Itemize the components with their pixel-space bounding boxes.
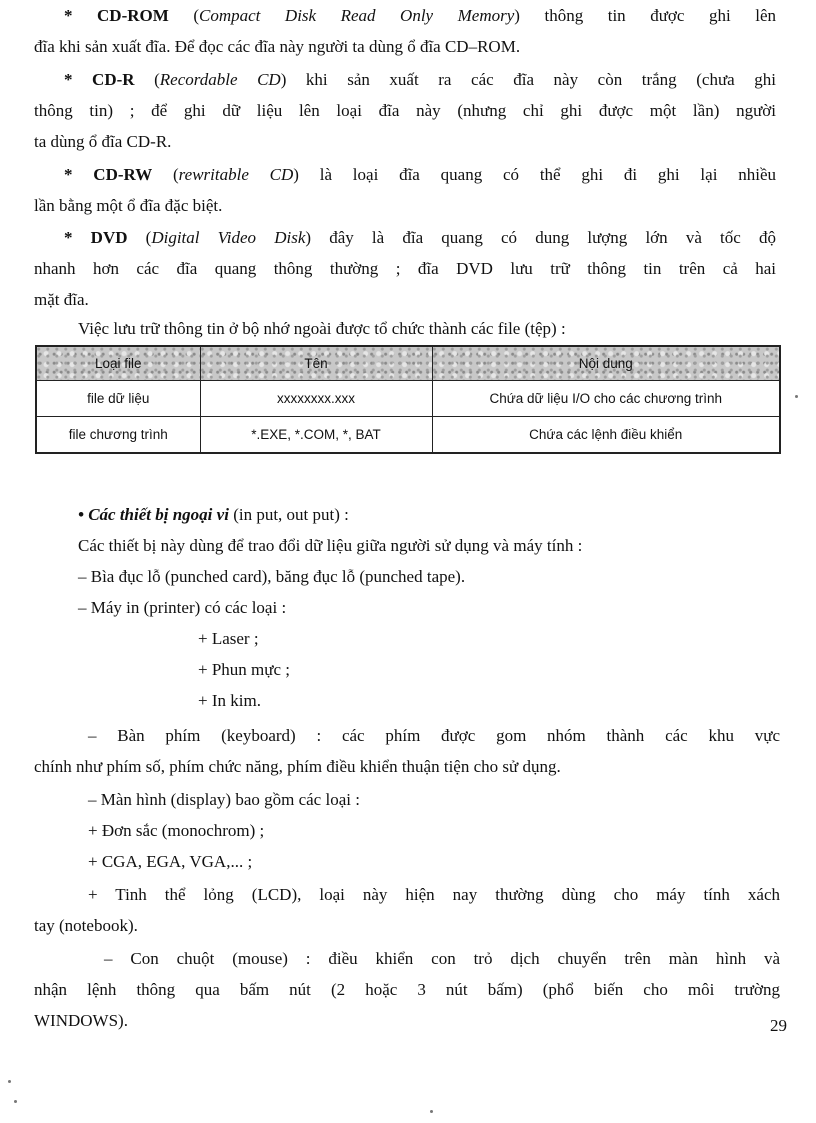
page-number: 29 xyxy=(770,1016,787,1035)
dvd-line-1: * DVD (Digital Video Disk) đây là đĩa quang có dung lượng lớn và tốc độ xyxy=(64,228,776,247)
display-lcd-line-1: + Tinh thể lỏng (LCD), loại này hiện nay thường dùng cho máy tính xách xyxy=(88,885,780,904)
punched-card-line: – Bìa đục lỗ (punched card), băng đục lỗ (punched tape). xyxy=(78,567,466,586)
dvd-term: * DVD xyxy=(64,228,128,247)
table-row xyxy=(36,417,780,454)
cdr-expansion: Recordable CD xyxy=(159,70,281,89)
cdrom-expansion: Compact Disk Read Only Memory xyxy=(199,6,515,25)
scan-speck xyxy=(14,1100,17,1103)
header-name: Tên xyxy=(200,346,432,381)
table-header-row xyxy=(36,346,780,381)
printer-type-inkjet: + Phun mực ; xyxy=(198,660,290,679)
cdrom-line-2: đĩa khi sản xuất đĩa. Để đọc các đĩa này người ta dùng ổ đĩa CD–ROM. xyxy=(34,37,521,56)
storage-intro: Việc lưu trữ thông tin ở bộ nhớ ngoài được tổ chức thành các file (tệp) : xyxy=(78,319,566,338)
dvd-expansion: Digital Video Disk xyxy=(151,228,306,247)
peripherals-heading-rest: (in put, out put) : xyxy=(228,505,349,524)
dvd-line-1-rest: ) đây là đĩa quang có dung lượng lớn và tốc độ xyxy=(305,228,776,247)
peripherals-heading-term: • Các thiết bị ngoại vi xyxy=(78,505,229,524)
cdrom-line-1: * CD-ROM (Compact Disk Read Only Memory) thông tin được ghi lên xyxy=(64,6,776,25)
peripherals-heading xyxy=(78,499,778,530)
cdr-line-3: ta dùng ổ đĩa CD-R. xyxy=(34,132,172,151)
display-line: – Màn hình (display) bao gồm các loại : xyxy=(88,790,360,809)
cdrw-line-2: lần bằng một ổ đĩa đặc biệt. xyxy=(34,196,223,215)
cdrom-line-1-rest: ) thông tin được ghi lên xyxy=(514,6,776,25)
peripherals-intro: Các thiết bị này dùng để trao đổi dữ liệu giữa người sử dụng và máy tính : xyxy=(78,536,583,555)
cdrw-term: * CD-RW xyxy=(64,165,153,184)
cell-content: Chứa các lệnh điều khiển xyxy=(432,417,780,454)
cdr-line-2: thông tin) ; để ghi dữ liệu lên loại đĩa này (nhưng chỉ ghi được một lần) người xyxy=(34,101,776,120)
cell-name: *.EXE, *.COM, *, BAT xyxy=(200,417,432,454)
display-lcd-line-2: tay (notebook). xyxy=(34,916,138,935)
cdr-term: * CD-R xyxy=(64,70,135,89)
mouse-line-1: – Con chuột (mouse) : điều khiển con trỏ dịch chuyển trên màn hình và xyxy=(104,949,780,968)
cdr-line-1-rest: ) khi sản xuất ra các đĩa này còn trắng (chưa ghi xyxy=(280,70,776,89)
cell-file-type: file dữ liệu xyxy=(36,381,200,417)
header-file-type: Loại file xyxy=(36,346,200,381)
cell-content: Chứa dữ liệu I/O cho các chương trình xyxy=(432,381,780,417)
scan-speck xyxy=(430,1110,433,1113)
cell-name: xxxxxxxx.xxx xyxy=(200,381,432,417)
mouse-line-2: nhận lệnh thông qua bấm nút (2 hoặc 3 nút bấm) (phổ biến cho môi trường xyxy=(34,980,780,999)
mouse-line-3: WINDOWS). xyxy=(34,1011,128,1030)
printer-type-dot-matrix: + In kim. xyxy=(198,691,261,710)
cdrw-line-1: * CD-RW (rewritable CD) là loại đĩa quang có thể ghi đi ghi lại nhiều xyxy=(64,165,776,184)
header-content: Nội dung xyxy=(432,346,780,381)
cell-file-type: file chương trình xyxy=(36,417,200,454)
cdrom-term: * CD-ROM xyxy=(64,6,169,25)
display-cga: + CGA, EGA, VGA,... ; xyxy=(88,852,253,871)
cdrw-line-1-rest: ) là loại đĩa quang có thể ghi đi ghi lại nhiều xyxy=(293,165,776,184)
display-monochrome: + Đơn sắc (monochrom) ; xyxy=(88,821,265,840)
printer-type-laser: + Laser ; xyxy=(198,629,259,648)
scan-speck xyxy=(8,1080,11,1083)
file-table xyxy=(35,345,781,454)
cdrw-expansion: rewritable CD xyxy=(178,165,294,184)
keyboard-line-2: chính như phím số, phím chức năng, phím điều khiển thuận tiện cho sử dụng. xyxy=(34,757,561,776)
dvd-line-2: nhanh hơn các đĩa quang thông thường ; đĩa DVD lưu trữ thông tin trên cả hai xyxy=(34,259,776,278)
table-row xyxy=(36,381,780,417)
dvd-line-3: mặt đĩa. xyxy=(34,290,89,309)
cdr-line-1: * CD-R (Recordable CD) khi sản xuất ra các đĩa này còn trắng (chưa ghi xyxy=(64,70,776,89)
scan-speck xyxy=(795,395,798,398)
printer-line: – Máy in (printer) có các loại : xyxy=(78,598,287,617)
keyboard-line-1: – Bàn phím (keyboard) : các phím được gom nhóm thành các khu vực xyxy=(88,726,780,745)
